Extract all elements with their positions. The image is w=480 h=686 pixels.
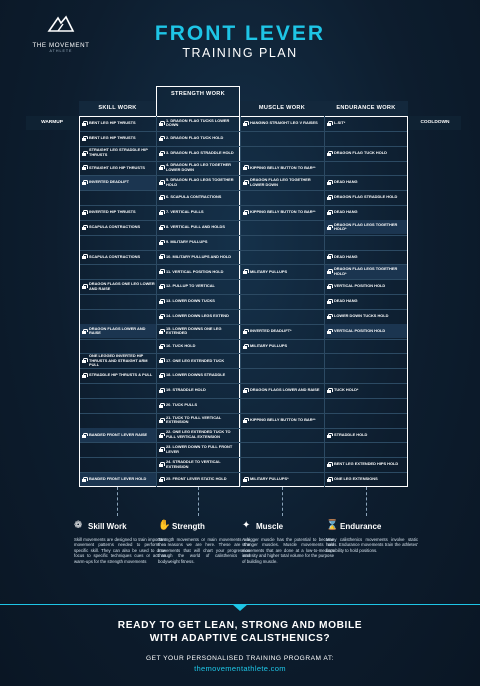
lock-icon xyxy=(82,151,86,156)
endurance-exercise-label: TUCK HOLD* xyxy=(334,387,359,393)
strength-exercise-label: 5. DRAGON FLAG LEGS TOGETHER HOLD xyxy=(166,177,234,187)
lock-icon xyxy=(327,284,331,289)
info-strength xyxy=(158,518,250,564)
strength-header: STRENGTH WORK xyxy=(156,86,240,101)
lock-icon xyxy=(82,210,86,215)
cta-subline: GET YOUR PERSONALISED TRAINING PROGRAM AT: xyxy=(146,655,334,662)
endurance-cell[interactable] xyxy=(325,324,407,338)
skill-cell xyxy=(80,398,156,412)
brand-sub: ATHLETE xyxy=(49,49,73,53)
skill-cell xyxy=(80,458,156,472)
skill-cell xyxy=(80,191,156,205)
strength-cell[interactable] xyxy=(157,235,239,249)
endurance-exercise-label: DEAD HANG xyxy=(334,253,358,259)
muscle-cell[interactable] xyxy=(241,176,324,190)
strength-exercise-label: 19. STRADDLE HOLD xyxy=(166,387,206,393)
strength-exercise-label: 24. STRADDLE TO VERTICAL EXTENSION xyxy=(166,459,221,469)
lock-icon xyxy=(82,180,86,185)
lock-icon xyxy=(159,225,163,230)
lock-icon xyxy=(159,462,163,467)
lock-icon xyxy=(159,254,163,259)
endurance-exercise-label: DRAGON FLAG LEGS TOGETHER HOLD* xyxy=(334,266,398,276)
lock-icon xyxy=(159,418,163,423)
strength-exercise-label: 9. MILITARY PULLUPS xyxy=(166,238,208,244)
column-divider xyxy=(156,116,157,487)
endurance-exercise-label: LOWER DOWN TUCKS HOLD xyxy=(334,313,389,319)
strength-exercise-label: 4. DRAGON FLAG LEG TOGETHER LOWER DOWN xyxy=(166,162,231,172)
skill-cell xyxy=(80,309,156,323)
page-title: FRONT LEVER xyxy=(154,22,326,45)
muscle-cell xyxy=(241,354,324,368)
skill-cell[interactable] xyxy=(80,146,156,160)
skill-cell xyxy=(80,235,156,249)
gymnast-icon: ❁ xyxy=(74,520,83,531)
endurance-cell[interactable] xyxy=(325,458,407,472)
chevron-down-icon xyxy=(232,604,248,611)
strength-cell[interactable] xyxy=(157,324,239,338)
lock-icon xyxy=(327,254,331,259)
muscle-cell xyxy=(241,191,324,205)
skill-exercise-label: SCAPULA CONTRACTIONS xyxy=(89,223,141,229)
strength-exercise-label: 11. VERTICAL POSITION HOLD xyxy=(166,268,224,274)
skill-exercise-label: STRAIGHT LEG HIP THRUSTS xyxy=(89,164,145,170)
lock-icon xyxy=(243,180,247,185)
skill-cell[interactable] xyxy=(80,117,156,131)
lock-icon xyxy=(159,388,163,393)
skill-connector xyxy=(117,487,118,516)
lock-icon xyxy=(243,329,247,334)
cooldown-label: COOLDOWN xyxy=(409,116,461,130)
muscle-exercise-label: INVERTED DEADLIFT* xyxy=(250,327,292,333)
lock-icon xyxy=(159,358,163,363)
skill-cell[interactable] xyxy=(80,369,156,383)
lock-icon xyxy=(159,314,163,319)
lock-icon xyxy=(159,447,163,452)
strength-exercise-label: 6. SCAPULA CONTRACTIONS xyxy=(166,194,222,200)
lock-icon xyxy=(159,121,163,126)
lock-icon xyxy=(159,299,163,304)
endurance-header: ENDURANCE WORK xyxy=(324,101,408,116)
muscle-cell[interactable] xyxy=(241,339,324,353)
strength-cell[interactable] xyxy=(157,428,239,442)
lock-icon xyxy=(159,433,163,438)
cta-line-2: WITH ADAPTIVE CALISTHENICS? xyxy=(149,633,331,644)
skill-exercise-label: INVERTED DEADLIFT xyxy=(89,179,129,185)
skill-exercise-label: BANDED FRONT LEVER HOLD xyxy=(89,476,147,482)
lock-icon xyxy=(159,165,163,170)
lock-icon xyxy=(243,344,247,349)
endurance-exercise-label: DRAGON FLAG TUCK HOLD xyxy=(334,149,387,155)
muscle-cell xyxy=(241,250,324,264)
endurance-cell xyxy=(325,131,407,145)
lock-icon xyxy=(243,477,247,482)
strength-exercise-label: 8. VERTICAL PULL AND HOLDS xyxy=(166,223,225,229)
endurance-exercise-label: DEAD HANG xyxy=(334,179,358,185)
endurance-cell[interactable] xyxy=(325,309,407,323)
endurance-exercise-label: BENT LEG EXTENDED HIPS HOLD xyxy=(334,461,399,467)
endurance-cell[interactable] xyxy=(325,117,407,131)
strength-cell[interactable] xyxy=(157,369,239,383)
lock-icon xyxy=(243,388,247,393)
skill-cell[interactable] xyxy=(80,131,156,145)
strength-exercise-label: 14. LOWER DOWN LEGS EXTEND xyxy=(166,313,229,319)
skill-exercise-label: SCAPULA CONTRACTIONS xyxy=(89,253,141,259)
muscle-header: MUSCLE WORK xyxy=(240,101,324,116)
muscle-connector xyxy=(282,487,283,516)
endurance-exercise-label: DEAD HANG xyxy=(334,209,358,215)
skill-cell xyxy=(80,265,156,279)
info-muscle-title: Muscle xyxy=(256,521,284,531)
lock-icon xyxy=(159,344,163,349)
strength-exercise-label: 23. LOWER DOWN TO FULL FRONT LEVER xyxy=(166,444,233,454)
endurance-cell[interactable] xyxy=(325,384,407,398)
lock-icon xyxy=(159,136,163,141)
endurance-cell[interactable] xyxy=(325,295,407,309)
skill-exercise-label: ONE LEGGED INVERTED HIP THRUSTS AND STRAIGHT ARM PULL xyxy=(89,352,148,368)
lock-icon xyxy=(327,151,331,156)
muscle-exercise-label: MILITARY PULLUPS xyxy=(250,342,288,348)
endurance-exercise-label: L-SIT* xyxy=(334,120,346,126)
strength-cell[interactable] xyxy=(157,280,239,294)
endurance-connector xyxy=(366,487,367,516)
lock-icon xyxy=(327,121,331,126)
muscle-cell xyxy=(241,369,324,383)
endurance-cell[interactable] xyxy=(325,265,407,279)
lock-icon xyxy=(327,299,331,304)
lock-icon xyxy=(159,195,163,200)
muscle-exercise-label: KIPPING BELLY BUTTON TO BAR** xyxy=(250,164,316,170)
muscle-cell xyxy=(241,131,324,145)
skill-cell[interactable] xyxy=(80,161,156,175)
skill-cell[interactable] xyxy=(80,280,156,294)
lock-icon xyxy=(327,210,331,215)
lock-icon xyxy=(159,240,163,245)
muscle-cell xyxy=(241,235,324,249)
endurance-exercise-label: ONE LEG EXTENSIONS xyxy=(334,476,378,482)
endurance-cell xyxy=(325,443,407,457)
strength-cell[interactable] xyxy=(157,131,239,145)
muscle-cell[interactable] xyxy=(241,161,324,175)
muscle-cell xyxy=(241,428,324,442)
lock-icon xyxy=(243,418,247,423)
endurance-cell xyxy=(325,369,407,383)
strength-exercise-label: 2. DRAGON FLAG TUCK HOLD xyxy=(166,134,224,140)
skill-cell xyxy=(80,413,156,427)
muscle-cell xyxy=(241,458,324,472)
muscle-exercise-label: KIPPING BELLY BUTTON TO BAR** xyxy=(250,416,316,422)
muscle-cell xyxy=(241,146,324,160)
strength-cell[interactable] xyxy=(157,384,239,398)
lock-icon xyxy=(159,373,163,378)
strength-cell[interactable] xyxy=(157,339,239,353)
lock-icon xyxy=(243,121,247,126)
strength-exercise-label: 16. TUCK HOLD xyxy=(166,342,196,348)
endurance-cell xyxy=(325,235,407,249)
info-skill xyxy=(74,518,171,564)
skill-cell[interactable] xyxy=(80,473,156,487)
muscle-exercise-label: MILITARY PULLUPS* xyxy=(250,476,289,482)
lock-icon xyxy=(159,284,163,289)
lock-icon xyxy=(327,433,331,438)
info-skill-body: Skill movements are designed to train important movement patterns needed to perform a specific skill. They can also be used to draw focus to specific techniques cues or act as warm-ups for the strength movements xyxy=(74,537,166,564)
info-muscle-body: A bigger muscle has the potential to become stronger muscles. Muscle movements are movements that are done at a low-to-medium intensity and higher total volume for the purpose of building muscle. xyxy=(242,537,334,564)
endurance-cell[interactable] xyxy=(325,220,407,234)
info-skill-title: Skill Work xyxy=(88,521,127,531)
lock-icon xyxy=(159,180,163,185)
lock-icon xyxy=(82,329,86,334)
lock-icon xyxy=(82,358,86,363)
lock-icon xyxy=(82,433,86,438)
column-divider xyxy=(324,116,325,487)
strength-exercise-label: 18. LOWER DOWNS STRADDLE xyxy=(166,372,226,378)
info-strength-body: Strength movements or main movements are the reasons we are here. These are the movements that will chart your progression through the world of calisthenics and bodyweight fitness. xyxy=(158,537,250,564)
lock-icon xyxy=(82,373,86,378)
lock-icon xyxy=(159,477,163,482)
muscle-cell xyxy=(241,443,324,457)
endurance-exercise-label: DEAD HANG xyxy=(334,298,358,304)
lock-icon xyxy=(159,329,163,334)
muscle-exercise-label: HANGING STRAIGHT LEG V RAISES xyxy=(250,120,318,126)
strength-cell[interactable] xyxy=(157,443,239,457)
lock-icon xyxy=(82,121,86,126)
lock-icon xyxy=(159,210,163,215)
endurance-cell[interactable] xyxy=(325,428,407,442)
strength-cell[interactable] xyxy=(157,250,239,264)
strength-cell[interactable] xyxy=(157,309,239,323)
strength-exercise-label: 21. TUCK TO FULL VERTICAL EXTENSION xyxy=(166,414,222,425)
skill-cell[interactable] xyxy=(80,428,156,442)
warmup-label: WARMUP xyxy=(26,116,78,130)
muscle-exercise-label: KIPPING BELLY BUTTON TO BAR** xyxy=(250,209,316,215)
strength-cell[interactable] xyxy=(157,295,239,309)
endurance-cell[interactable] xyxy=(325,146,407,160)
lock-icon xyxy=(327,329,331,334)
skill-cell xyxy=(80,295,156,309)
lock-icon xyxy=(327,180,331,185)
strength-exercise-label: 13. LOWER DOWN TUCKS xyxy=(166,298,215,304)
endurance-cell xyxy=(325,398,407,412)
lock-icon xyxy=(327,314,331,319)
strength-exercise-label: 1. DRAGON FLAG TUCKS LOWER DOWN xyxy=(166,117,230,128)
lock-icon xyxy=(327,225,331,230)
endurance-cell xyxy=(325,161,407,175)
muscle-cell[interactable] xyxy=(241,324,324,338)
strength-exercise-label: 22. ONE LEG EXTENDED TUCK TO FULL VERTICAL EXTENSION xyxy=(166,429,231,440)
endurance-cell xyxy=(325,354,407,368)
lock-icon xyxy=(159,403,163,408)
strength-cell[interactable] xyxy=(157,458,239,472)
strength-exercise-label: 7. VERTICAL PULLS xyxy=(166,209,204,215)
endurance-exercise-label: VERTICAL POSITION HOLD xyxy=(334,327,386,333)
lock-icon xyxy=(82,136,86,141)
cta-line-1: READY TO GET LEAN, STRONG AND MOBILE xyxy=(117,620,363,631)
endurance-cell[interactable] xyxy=(325,191,407,205)
strength-exercise-label: 17. ONE LEG EXTENDED TUCK xyxy=(166,357,225,363)
skill-cell xyxy=(80,384,156,398)
page-subtitle: TRAINING PLAN xyxy=(182,46,298,60)
lock-icon xyxy=(82,284,86,289)
skill-cell[interactable] xyxy=(80,250,156,264)
skill-cell xyxy=(80,339,156,353)
lock-icon xyxy=(82,477,86,482)
endurance-cell[interactable] xyxy=(325,280,407,294)
muscle-cell xyxy=(241,220,324,234)
lock-icon xyxy=(327,195,331,200)
lock-icon xyxy=(82,225,86,230)
lock-icon xyxy=(159,151,163,156)
lock-icon xyxy=(82,165,86,170)
endurance-exercise-label: DRAGON FLAG STRADDLE HOLD xyxy=(334,194,398,200)
column-divider xyxy=(240,116,241,487)
lock-icon xyxy=(243,165,247,170)
strength-exercise-label: 25. FRONT LEVER STATIC HOLD xyxy=(166,476,227,482)
lock-icon xyxy=(327,462,331,467)
strength-connector xyxy=(198,487,199,516)
strength-cell[interactable] xyxy=(157,220,239,234)
muscle-cell xyxy=(241,280,324,294)
strength-cell[interactable] xyxy=(157,354,239,368)
strength-cell[interactable] xyxy=(157,265,239,279)
strength-cell[interactable] xyxy=(157,473,239,487)
muscle-exercise-label: MILITARY PULLUPS xyxy=(250,268,288,274)
strength-cell[interactable] xyxy=(157,146,239,160)
skill-cell[interactable] xyxy=(80,324,156,338)
info-strength-title: Strength xyxy=(172,521,205,531)
skill-exercise-label: INVERTED HIP THRUSTS xyxy=(89,209,136,215)
lock-icon xyxy=(327,477,331,482)
endurance-exercise-label: STRADDLE HOLD xyxy=(334,431,368,437)
hourglass-icon: ⌛ xyxy=(326,520,339,531)
strength-exercise-label: 12. PULLUP TO VERTICAL xyxy=(166,283,215,289)
skill-cell[interactable] xyxy=(80,206,156,220)
strength-cell[interactable] xyxy=(157,206,239,220)
cta-link[interactable]: themovementathlete.com xyxy=(194,664,286,673)
strength-cell[interactable] xyxy=(157,176,239,190)
muscle-exercise-label: DRAGON FLAG LEG TOGETHER LOWER DOWN xyxy=(250,177,311,187)
skill-exercise-label: BANDED FRONT LEVER RAISE xyxy=(89,431,148,437)
skill-exercise-label: DRAGON FLAGS LOWER AND RAISE xyxy=(89,325,146,336)
muscle-cell xyxy=(241,398,324,412)
strength-exercise-label: 20. TUCK PULLS xyxy=(166,402,198,408)
info-endurance xyxy=(326,518,418,553)
brand-name: THE MOVEMENT xyxy=(32,42,90,49)
strength-exercise-label: 3. DRAGON FLAG STRADDLE HOLD xyxy=(166,149,234,155)
lock-icon xyxy=(159,269,163,274)
info-endurance-body: Many calisthenics movements involve static holds. Endurance movements train the athletes' capability to hold positions. xyxy=(326,537,418,553)
lock-icon xyxy=(82,254,86,259)
muscle-cell[interactable] xyxy=(241,413,324,427)
muscle-cell xyxy=(241,295,324,309)
endurance-exercise-label: DRAGON FLAG LEGS TOGETHER HOLD* xyxy=(334,221,398,232)
endurance-cell[interactable] xyxy=(325,176,407,190)
endurance-cell[interactable] xyxy=(325,206,407,220)
skill-cell[interactable] xyxy=(80,220,156,234)
lock-icon xyxy=(243,210,247,215)
endurance-cell xyxy=(325,339,407,353)
muscle-cell[interactable] xyxy=(241,384,324,398)
endurance-cell[interactable] xyxy=(325,250,407,264)
flexed-arm-icon: ✋ xyxy=(158,520,171,531)
muscle-cell[interactable] xyxy=(241,265,324,279)
info-muscle xyxy=(242,518,339,564)
endurance-cell[interactable] xyxy=(325,473,407,487)
muscle-cell[interactable] xyxy=(241,206,324,220)
lock-icon xyxy=(243,269,247,274)
muscle-cell[interactable] xyxy=(241,117,324,131)
strength-cell[interactable] xyxy=(157,413,239,427)
info-endurance-title: Endurance xyxy=(340,521,382,531)
muscle-figure-icon: ✦ xyxy=(242,520,251,531)
muscle-exercise-label: DRAGON FLAGS LOWER AND RAISE xyxy=(250,387,320,393)
strength-exercise-label: 10. MILITARY PULLUPS AND HOLD xyxy=(166,253,232,259)
lock-icon xyxy=(327,388,331,393)
strength-exercise-label: 15. LOWER DOWNS ONE LEG EXTENDED xyxy=(166,325,222,336)
skill-cell xyxy=(80,443,156,457)
skill-exercise-label: BENT LEG HIP THRUSTS xyxy=(89,134,136,140)
muscle-cell[interactable] xyxy=(241,473,324,487)
endurance-cell xyxy=(325,413,407,427)
skill-exercise-label: STRADDLE HIP THRUSTS & PULL xyxy=(89,372,153,378)
skill-header: SKILL WORK xyxy=(79,101,156,116)
endurance-exercise-label: VERTICAL POSITION HOLD xyxy=(334,283,386,289)
muscle-cell xyxy=(241,309,324,323)
strength-cell[interactable] xyxy=(157,161,239,175)
lock-icon xyxy=(327,269,331,274)
skill-exercise-label: STRAIGHT LEG STRADDLE HIP THRUSTS xyxy=(89,147,148,158)
strength-cell[interactable] xyxy=(157,191,239,205)
strength-cell[interactable] xyxy=(157,117,239,131)
cta-headline xyxy=(0,619,480,645)
skill-exercise-label: DRAGON FLAGS ONE LEG LOWER AND RAISE xyxy=(89,281,155,291)
strength-cell[interactable] xyxy=(157,398,239,412)
skill-cell[interactable] xyxy=(80,176,156,190)
skill-cell[interactable] xyxy=(80,354,156,368)
skill-exercise-label: BENT LEG HIP THRUSTS xyxy=(89,120,136,126)
